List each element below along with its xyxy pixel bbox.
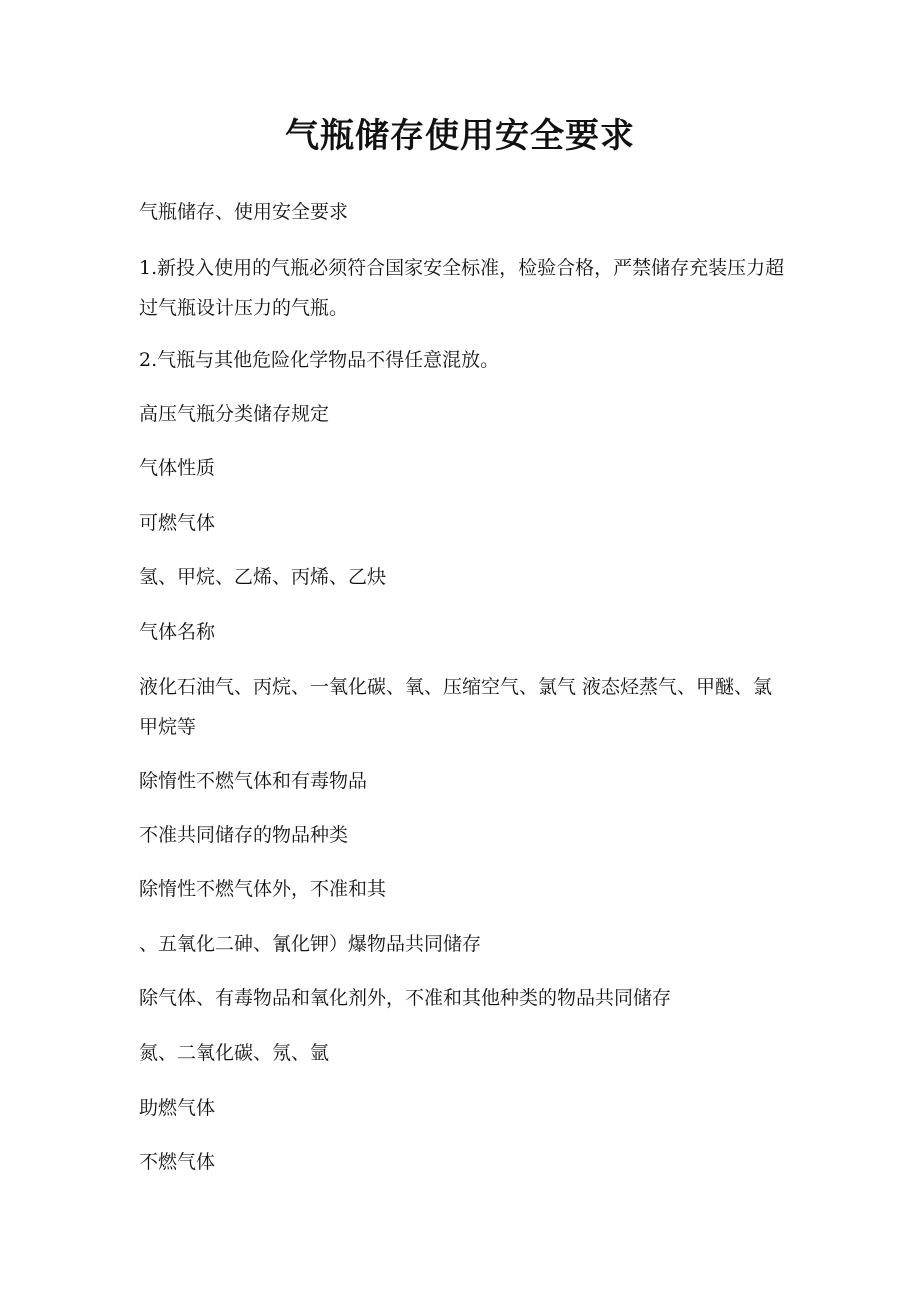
paragraph-gas-name: 气体名称 [139,621,216,643]
paragraph-except-gas-toxic: 除气体、有毒物品和氧化剂外，不准和其他种类的物品共同储存 [139,987,672,1009]
paragraph-except-inert: 除惰性不燃气体和有毒物品 [139,770,368,792]
paragraph-subtitle: 气瓶储存、使用安全要求 [139,201,349,223]
paragraph-inert-list: 氮、二氧化碳、氖、氩 [139,1042,330,1064]
paragraph-nonflammable-gas: 不燃气体 [139,1151,216,1173]
paragraph-rule-2: 2.气瓶与其他危险化学物品不得任意混放。 [139,349,500,371]
paragraph-gas-name-list: 液化石油气、丙烷、一氧化碳、氧、压缩空气、氯气 液态烃蒸气、甲醚、氯甲烷等 [139,676,773,738]
paragraph-arsenic-cyanide: 、五氧化二砷、氰化钾）爆物品共同储存 [139,933,482,955]
paragraph-gas-property: 气体性质 [139,457,216,479]
paragraph-prohibited-types: 不准共同储存的物品种类 [139,824,349,846]
paragraph-except-inert-2: 除惰性不燃气体外，不准和其 [139,878,387,900]
paragraph-rule-1: 1.新投入使用的气瓶必须符合国家安全标准，检验合格，严禁储存充装压力超过气瓶设计压力的气瓶。 [139,257,785,319]
paragraph-flammable-list: 氢、甲烷、乙烯、丙烯、乙炔 [139,566,387,588]
document-title: 气瓶储存使用安全要求 [285,116,635,156]
paragraph-oxidizing-gas: 助燃气体 [139,1097,216,1119]
paragraph-flammable-gas: 可燃气体 [139,512,216,534]
paragraph-classification-heading: 高压气瓶分类储存规定 [139,403,330,425]
